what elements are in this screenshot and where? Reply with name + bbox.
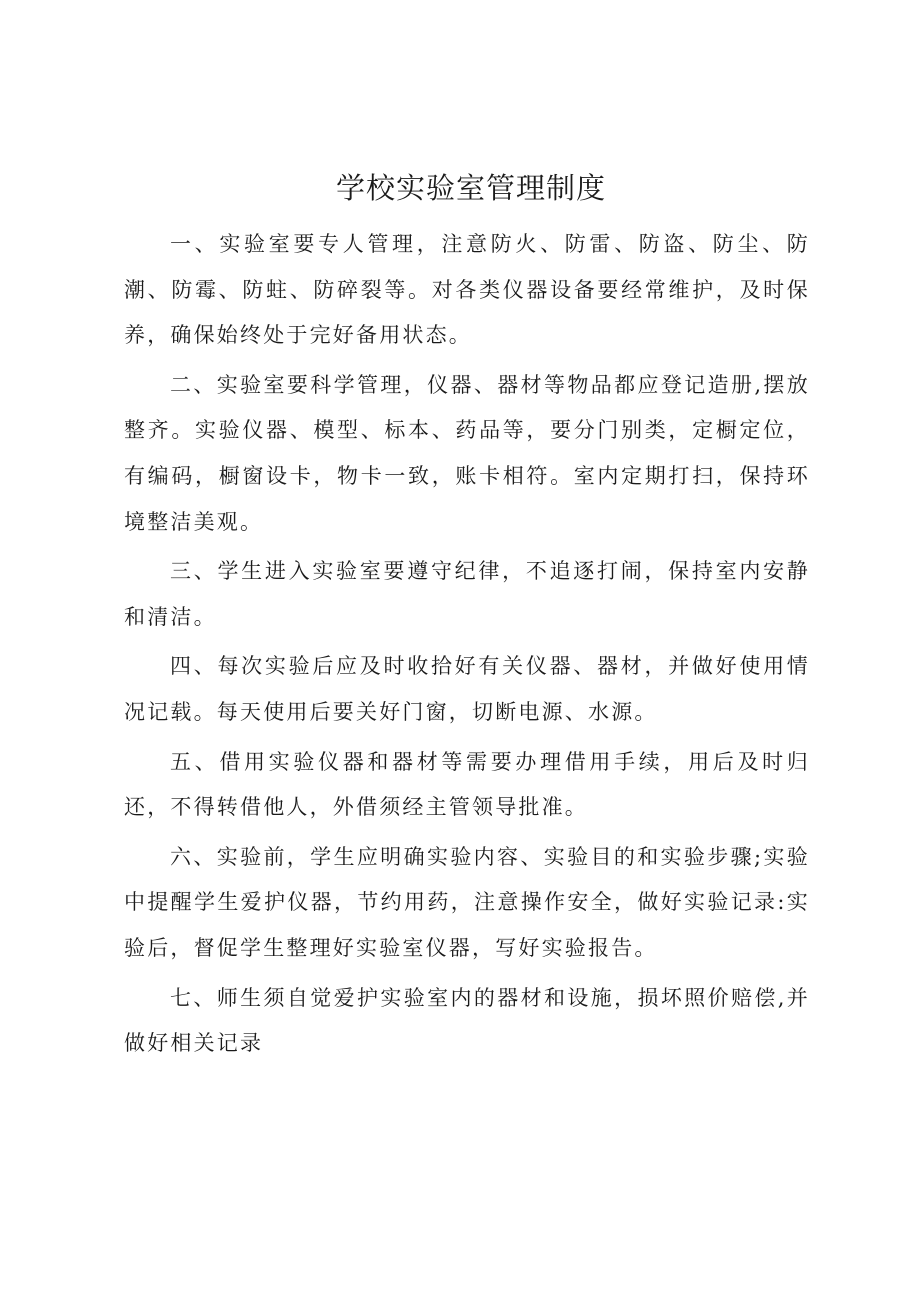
document-title: 学校实验室管理制度 (335, 171, 606, 205)
clause-6: 六、实验前，学生应明确实验内容、实验目的和实验步骤;实验中提醒学生爱护仪器，节约用药，注意操作安全，做好实验记录:实验后，督促学生整理好实验室仪器，写好实验报告。 (124, 844, 810, 960)
clause-4: 四、每次实验后应及时收拾好有关仪器、器材，并做好使用情况记载。每天使用后要关好门窗，切断电源、水源。 (124, 654, 810, 724)
clause-7: 七、师生须自觉爱护实验室内的器材和设施，损坏照价赔偿,并做好相关记录 (124, 985, 810, 1056)
clause-2: 二、实验室要科学管理，仪器、器材等物品都应登记造册,摆放整齐。实验仪器、模型、标本、药品等，要分门别类，定橱定位，有编码，橱窗设卡，物卡一致，账卡相符。室内定期打扫，保持环境整洁美观。 (124, 372, 810, 534)
clause-3: 三、学生进入实验室要遵守纪律，不追逐打闹，保持室内安静和清洁。 (124, 559, 810, 629)
clause-5: 五、借用实验仪器和器材等需要办理借用手续，用后及时归还，不得转借他人，外借须经主管领导批准。 (124, 749, 810, 820)
clause-1: 一、实验室要专人管理，注意防火、防雷、防盗、防尘、防潮、防霉、防蛀、防碎裂等。对各类仪器设备要经常维护，及时保养，确保始终处于完好备用状态。 (124, 232, 810, 348)
